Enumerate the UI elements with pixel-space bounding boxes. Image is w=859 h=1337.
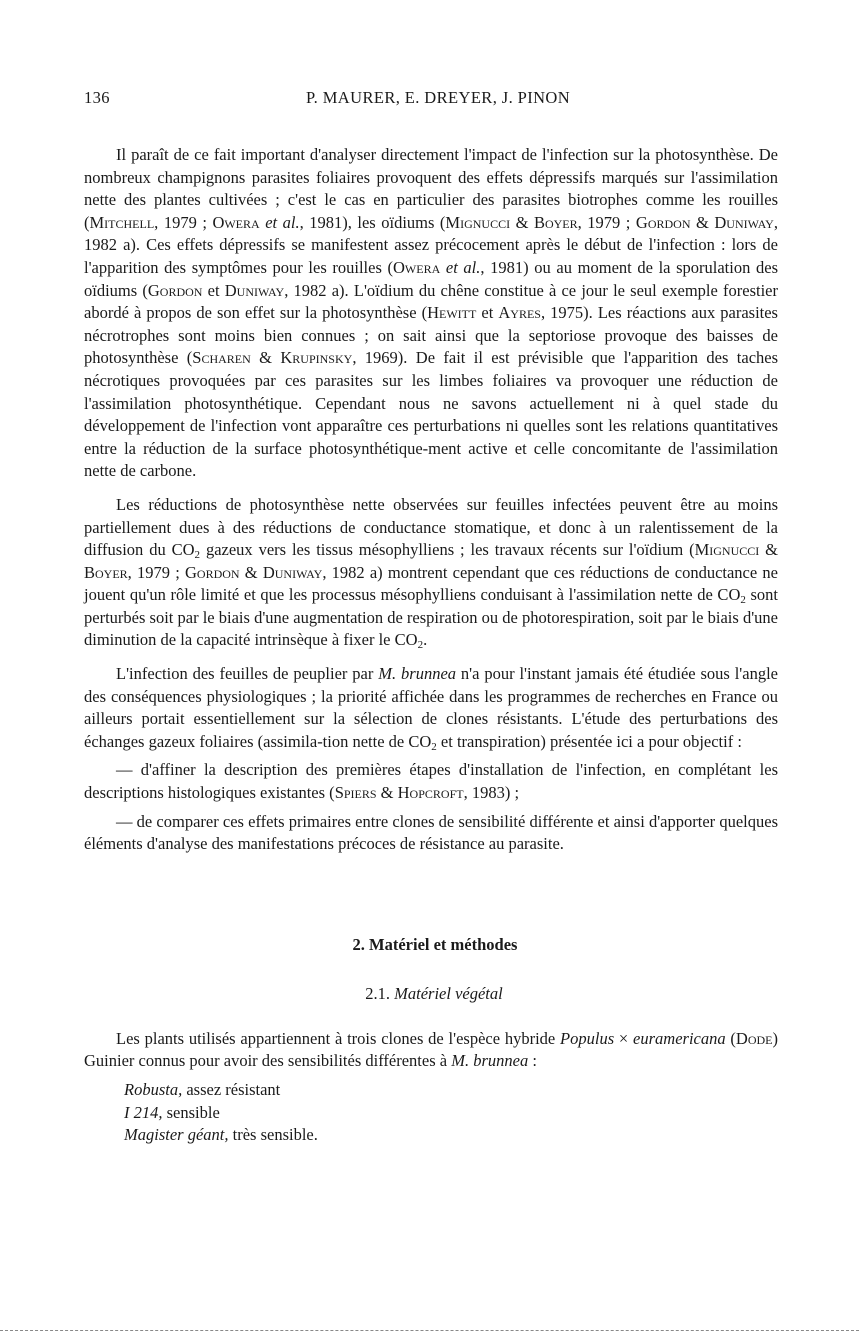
paragraph-1: Il paraît de ce fait important d'analyser directement l'impact de l'infection sur la photosynthèse. De nombreux champignons parasites foliaires provoquent des effets dépressifs marqués sur l'assimilation nette des plantes cultivées ; c'est le cas en particulier des parasites biotrophes comme les rouilles (Mitchell, 1979 ; Owera et al., 1981), les oïdiums (Mignucci & Boyer, 1979 ; Gordon & Duniway, 1982 a). Ces effets dépressifs se manifestent assez précocement après le début de l'infection : lors de l'apparition des symptômes pour les rouilles (Owera et al., 1981) ou au moment de la sporulation des oïdiums (Gordon et Duniway, 1982 a). L'oïdium du chêne constitue à ce jour le seul exemple forestier abordé à propos de son effet sur la photosynthèse (Hewitt et Ayres, 1975). Les réactions aux parasites nécrotrophes sont moins bien connues ; on sait ainsi que la septoriose provoque des baisses de photosynthèse (Scharen & Krupinsky, 1969). De fait il est prévisible que l'apparition des taches nécrotiques provoquées par ces parasites sur les limbes foliaires va provoquer une réduction de l'assimilation photosynthétique. Cependant nous ne savons actuellement ni à quel stade du développement de l'infection vont apparaître ces perturbations ni quelles sont les relations quantitatives entre la réduction de la surface photosynthétique-ment active et celle concomitante de l'assimilation nette de carbone.: [84, 145, 779, 481]
paragraph-2: Les réductions de photosynthèse nette observées sur feuilles infectées peuvent être au moins partiellement dues à des réductions de conductance stomatique, et donc à un ralentissement de la diffusion du $CO_2$ gazeux vers les tissus mésophylliens ; les travaux récents sur l'oïdium (Mignucci & Boyer, 1979 ; Gordon & Duniway, 1982 a) montrent cependant que ces réductions de conductance ne jouent qu'un rôle limité et que les processus mésophylliens conduisant à l'assimilation nette de $CO_2$ sont perturbés soit par le biais d'une augmentation de respiration ou de photorespiration, soit par le biais d'une diminution de la capacité intrinsèque à fixer le $CO_2$.: [84, 494, 778, 652]
paragraph-objective-1: — d'affiner la description des premières étapes d'installation de l'infection, en complétant les descriptions histologiques existantes (Spiers & Hopcroft, 1983) ;: [84, 760, 778, 803]
running-head: P. MAURER, E. DREYER, J. PINON: [305, 88, 571, 107]
clone-item: Robusta, assez résistant: [124, 1080, 281, 1099]
clone-item: I 214, sensible: [124, 1102, 220, 1122]
paragraph-3: L'infection des feuilles de peuplier par M. brunnea n'a pour l'instant jamais été étudiée sous l'angle des conséquences physiologiques ; la priorité affichée dans les programmes de recherches en France ou ailleurs portait essentiellement sur la sélection de clones résistants. L'étude des perturbations des échanges gazeux foliaires (assimila-tion nette de $CO_2$ et transpiration) présentée ici a pour objectif :: [84, 664, 778, 753]
paragraph-plants: Les plants utilisés appartiennent à trois clones de l'espèce hybride Populus × euramericana (Dode) Guinier connus pour avoir des sensibilités différentes à M. brunnea :: [84, 1028, 778, 1071]
clone-list: [124, 1079, 778, 1147]
page-header: [84, 88, 774, 112]
bottom-scan-edge: [0, 1330, 859, 1331]
page-number: 136: [84, 88, 110, 107]
paragraph-objective-2: — de comparer ces effets primaires entre clones de sensibilité différente et ainsi d'apporter quelques éléments d'analyse des manifestations précoces de résistance au parasite.: [84, 811, 778, 854]
section-heading: 2. Matériel et méthodes: [352, 934, 518, 954]
clone-item: Magister géant, très sensible.: [124, 1125, 318, 1145]
body-text: [84, 144, 778, 1147]
subsection-heading: 2.1. Matériel végétal: [365, 983, 503, 1003]
